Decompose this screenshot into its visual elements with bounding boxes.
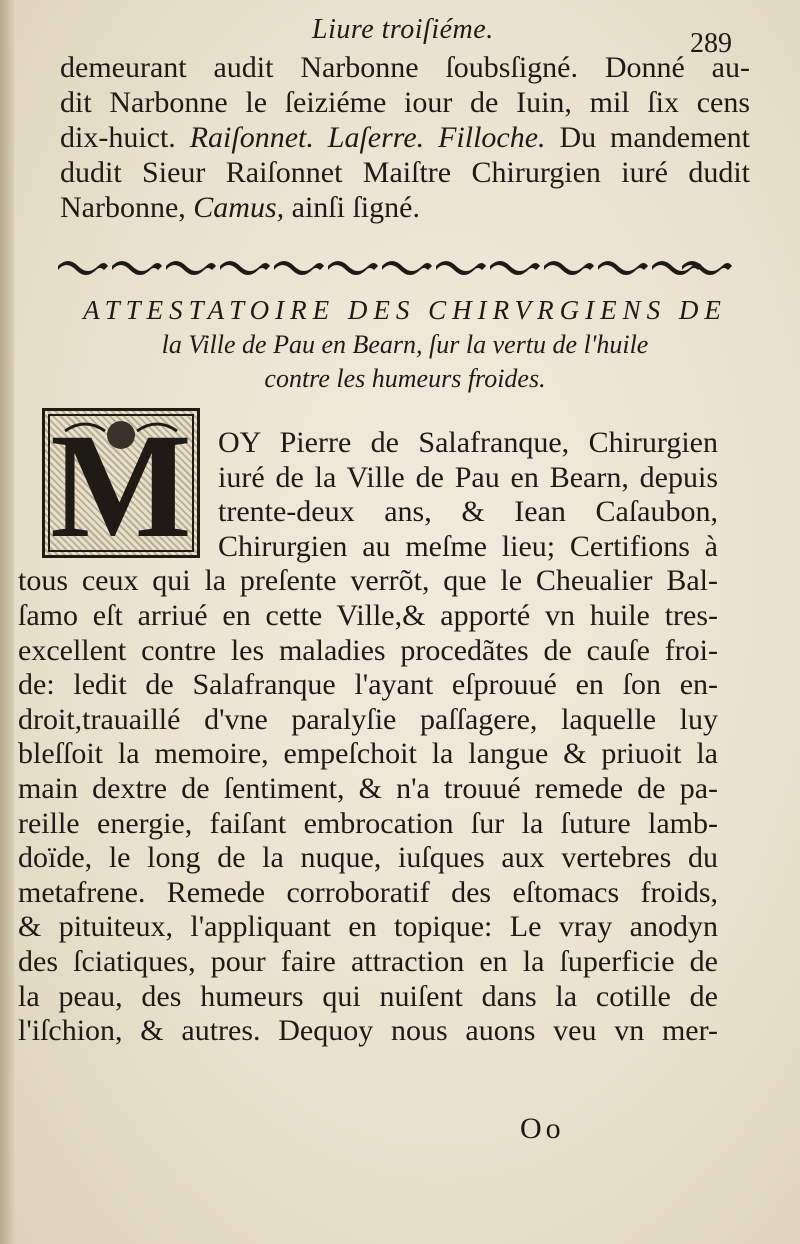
top-paragraph xyxy=(60,50,750,225)
text-run: dix-huict. xyxy=(60,121,176,154)
text-line: excellent contre les maladies procedãtes de cauſe froi- xyxy=(18,633,718,667)
signatories-italic: Raiſonnet. Laſerre. Filloche. xyxy=(189,121,546,154)
text-line: la peau, des humeurs qui nuiſent dans la cotille de xyxy=(18,979,718,1013)
printers-ornament-band xyxy=(54,252,734,280)
text-run: Du mandement xyxy=(559,121,751,154)
text-line: Chirurgien au meſme lieu; Certifions à xyxy=(218,529,718,563)
text-line: OY Pierre de Salafranque, Chirurgien xyxy=(218,426,718,459)
text-line: dudit Sieur Raiſonnet Maiſtre Chirurgien iuré dudit xyxy=(60,156,750,189)
heading-line: la Ville de Pau en Bearn, ſur la vertu de l'huile xyxy=(161,330,649,359)
text-line: & pituiteux, l'appliquant en topique: Le vray anodyn xyxy=(18,910,718,944)
text-line: reille energie, faiſant embrocation ſur la ſuture lamb- xyxy=(18,806,718,840)
text-line: doïde, le long de la nuque, iuſques aux vertebres du xyxy=(18,841,718,875)
text-line xyxy=(60,120,750,155)
text-line: de: ledit de Salafranque l'ayant eſprouué en ſon en- xyxy=(18,668,718,702)
text-line: ſamo eſt arriué en cette Ville,& apporté vn huile tres- xyxy=(18,598,718,632)
page-number: 289 xyxy=(690,28,732,59)
text-line: trente-deux ans, & Iean Caſaubon, xyxy=(218,495,718,529)
page-gutter-shadow xyxy=(0,0,14,1244)
running-title: Liure troiſiéme. xyxy=(312,14,494,45)
text-run: Narbonne, xyxy=(60,191,186,224)
page-header xyxy=(0,14,800,59)
main-paragraph xyxy=(18,426,718,1049)
text-line: main dextre de ſentiment, & n'a trouué remede de pa- xyxy=(18,771,718,805)
signatory-italic: Camus, xyxy=(193,191,285,224)
text-line: bleſſoit la memoire, empeſchoit la langue & priuoit la xyxy=(18,737,718,771)
text-line: metafrene. Remede corroboratif des eſtomacs froids, xyxy=(18,875,718,909)
initial-letter: M xyxy=(50,403,192,569)
text-line: droit,trauaillé d'vne paralyſie paſſagere, laquelle luy xyxy=(18,702,718,736)
section-heading xyxy=(60,292,750,396)
text-line: tous ceux qui la preſente verrõt, que le Cheualier Bal- xyxy=(18,564,718,598)
text-line xyxy=(60,190,750,225)
text-line: dit Narbonne le ſeiziéme iour de Iuin, mil ſix cens xyxy=(60,86,750,119)
signature-mark: Oo xyxy=(520,1112,565,1145)
text-run: ainſi ſigné. xyxy=(291,191,420,224)
heading-line: ATTESTATOIRE DES CHIRVRGIENS DE xyxy=(83,295,727,325)
text-line: l'iſchion, & autres. Dequoy nous auons veu vn mer- xyxy=(18,1014,718,1048)
text-line: des ſciatiques, pour faire attraction en la ſuperficie de xyxy=(18,944,718,978)
heading-line: contre les humeurs froides. xyxy=(264,364,546,393)
text-line: iuré de la Ville de Pau en Bearn, depuis xyxy=(218,460,718,494)
text-line: demeurant audit Narbonne ſoubsſigné. Donné au- xyxy=(60,51,750,84)
